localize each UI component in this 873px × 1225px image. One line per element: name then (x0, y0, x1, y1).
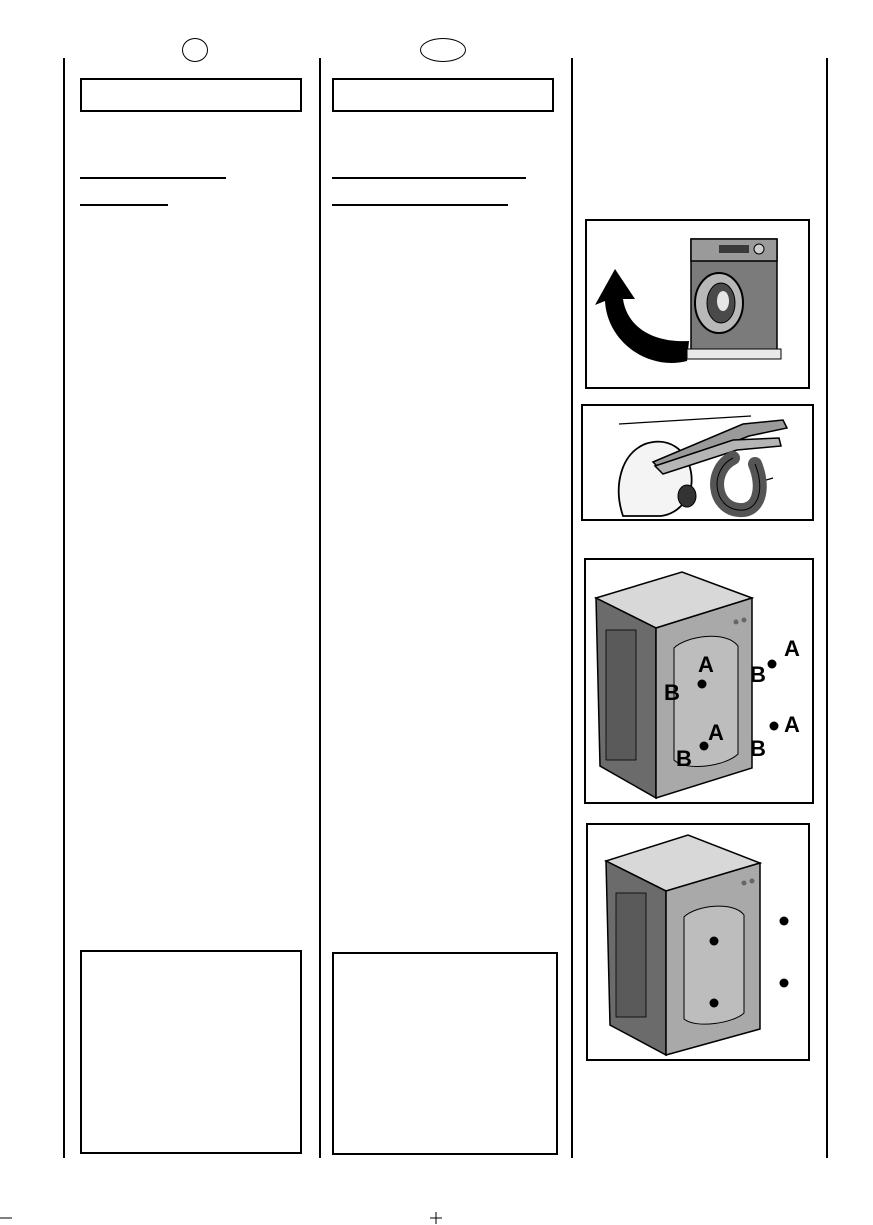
bolt-icon (780, 917, 789, 926)
label-b-4: B (750, 736, 766, 761)
label-a-1: A (698, 652, 714, 677)
bolt-icon (770, 722, 779, 731)
subheading-underline-1b (80, 204, 168, 206)
label-b-3: B (676, 746, 692, 771)
subheading-underline-1a (80, 177, 226, 179)
curved-arrow-icon (595, 269, 689, 363)
language-oval-2 (420, 38, 466, 62)
figure-pliers-hose (581, 404, 814, 521)
note-box-2 (332, 952, 558, 1155)
bolt-icon (710, 999, 719, 1008)
language-oval-1 (182, 38, 208, 62)
column-divider-2 (319, 58, 321, 1158)
label-b-1: B (664, 680, 680, 705)
bolt-icon (780, 979, 789, 988)
figure-machine-arrow (585, 219, 810, 389)
label-a-3: A (708, 720, 724, 745)
section-heading-box-1 (80, 78, 302, 112)
crop-mark-icon (430, 1212, 442, 1224)
figure-rear-bolts (586, 823, 810, 1061)
bolt-icon (698, 680, 707, 689)
figure-rear-bolts-labeled (584, 558, 814, 804)
subheading-underline-2b (332, 204, 508, 206)
bolt-icon (768, 660, 777, 669)
note-box-1 (80, 950, 302, 1154)
subheading-underline-2a (332, 177, 526, 179)
section-heading-box-2 (332, 78, 554, 112)
label-a-4: A (784, 712, 800, 737)
crop-mark-icon (0, 1212, 12, 1224)
label-b-2: B (750, 662, 766, 687)
column-divider-4 (826, 58, 828, 1158)
column-divider-3 (571, 58, 573, 1158)
label-a-2: A (784, 636, 800, 661)
bolt-icon (710, 937, 719, 946)
column-divider-1 (63, 58, 65, 1158)
